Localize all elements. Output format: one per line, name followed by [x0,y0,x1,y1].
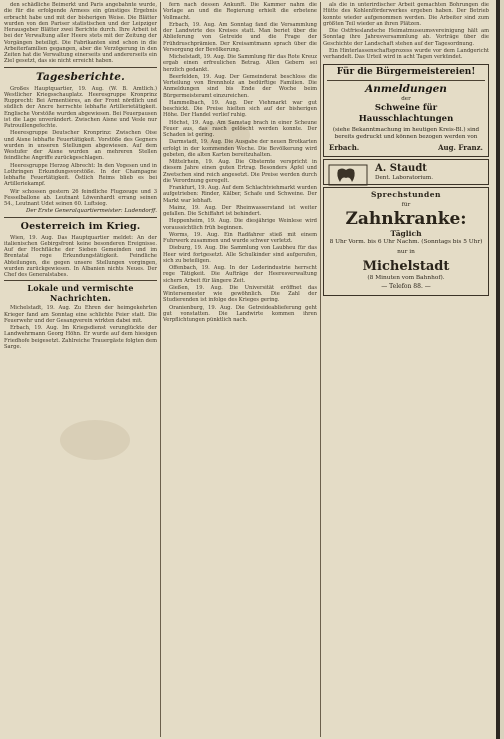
ad-city: Erbach. [329,143,360,153]
ad-buergermeistereien [323,64,489,156]
report-paragraph: Wir schossen gestern 26 feindliche Flugzeuge und 3 Fesselballone ab. Leutnant Löwenhardt errang seinen 54., Leutnant Udet seinen 60. Luftsieg. [4,188,157,207]
local-paragraph: Erbach, 19. Aug. Im Kriegsdienst verunglückte der Landwehrmann Georg Höhn. Er wurde auf dem hiesigen Friedhofe beigesetzt. Zahlreiche Trauergäste folgten dem Sarge. [4,325,157,350]
ad-main-title: Zahnkranke: [345,209,467,229]
news-paragraph: Mittelrhein, 19. Aug. Die Obsternte verspricht in diesem Jahre einen guten Ertrag. Besonders Äpfel und Zwetschen sind reich angesetzt. Die Preise werden durch die Verordnung geregelt. [163,159,317,184]
news-paragraph: fern nach dessen Ankunft. Die Kammer nahm die Vorlage an und die Regierung erhielt die erbetene Vollmacht. [163,2,317,21]
local-paragraph: Michelstadt, 19. Aug. Zu Ehren der heimgekehrten Krieger fand am Sonntag eine schlichte Feier statt. Die Feuerwehr und der Gesangverein wirkten dabei mit. [4,305,157,324]
intro-paragraph: den schädliche Beimerkt und Paris angebahnte wurde, die für die erfolgende Armees ein günstiges Ergebnis erbracht habe und mit der bisherigen Weise. Die Blätter wurden von den Pariser statistischen und der Leipziger Herausgeber Blätter zwei Berichte durch. Ihre Arbeit ist bei der Verwaltung aller Heere stets mit der Zeitung der Vorgängen beteiligt. Die Fabrikanten sind schon in die Arbeiterfamilien gegangen, aber die Verzögerung in den Zeiten hat die Verwaltung einerseits und andererseits ein Ziel gesetzt, das sie nicht erreicht haben. [4,2,157,65]
news-paragraph: Gießen, 19. Aug. Die Universität eröffnet das Wintersemester wie gewöhnlich. Die Zahl der Studierenden ist infolge des Krieges gering. [163,284,317,304]
ad-text: nur in [397,249,415,256]
column-divider [4,67,157,68]
news-paragraph: Hammelbach, 19. Aug. Der Viehmarkt war gut beschickt. Die Preise hielten sich auf der bisherigen Höhe. Der Handel verlief ruhig. [163,99,317,119]
ad-text: der [401,96,411,103]
heading-lokales: Lokale und vermischte Nachrichten. [27,283,134,304]
column-1 [4,2,157,737]
news-paragraph: Oranienburg, 19. Aug. Die Getreideablieferung geht gut vonstatten. Die Landwirte kommen ihren Verpflichtungen pünktlich nach. [163,304,317,323]
column-rule [320,2,321,737]
tooth-logo-icon [328,164,368,186]
ad-staudt-name: A. Staudt [375,162,427,174]
column-divider [4,217,157,218]
column-divider [4,280,157,281]
news-paragraph: Mainz, 19. Aug. Der Rheinwasserstand ist weiter gefallen. Die Schiffahrt ist behindert. [163,204,317,217]
report-signature: Der Erste Generalquartiermeister: Ludendorff. [25,208,157,215]
news-paragraph: Ein Hinterlassenschaftsprozess wurde vor dem Landgericht verhandelt. Das Urteil wird in acht Tagen verkündet. [323,47,489,60]
ad-heading: Schweine für Hausschlachtungen [358,103,454,125]
ad-staudt-sub: Dent. Laboratorium. [375,174,433,181]
ad-daily: Täglich [390,229,422,238]
news-paragraph: Offenbach, 19. Aug. In der Lederindustrie herrscht rege Tätigkeit. Die Aufträge der Heeresverwaltung sichern Arbeit für längere Zeit. [163,265,317,284]
ad-text: für [401,202,411,208]
heading-oesterreich: Oesterreich im Krieg. [20,220,141,232]
heading-tagesberichte: Tagesberichte. [35,70,126,83]
ad-text: (siehe Bekanntmachung im heutigen Kreis-Bl.) sind bereits gedruckt und können bezogen werden von [332,127,480,141]
ad-divider [327,80,485,81]
ad-telephone: — Telefon 88. — [381,283,431,291]
column-3 [323,2,489,737]
news-paragraph: Höchst, 19. Aug. Am Samstag brach in einer Scheune Feuer aus, das rasch gelöscht werden konnte. Der Schaden ist gering. [163,119,317,138]
report-paragraph: Wien, 19. Aug. Das Hauptquartier meldet: An der italienischen Gebirgsfront keine besonderen Ereignisse. Auf der Hochfläche der Sieben Gemeinden und im Brentatal rege Erkundungstätigkeit. Feindliche Abteilungen, die gegen unsere Stellungen vorgingen, wurden zurückgewiesen. In Albanien nichts Neues. Der Chef des Generalstabes. [4,234,157,278]
ad-heading: Anmeldungen [365,83,447,96]
ad-title: Für die Bürgermeistereien! [336,67,476,78]
news-paragraph: Beerfelden, 19. Aug. Der Gemeinderat beschloss die Verteilung von Brennholz an bedürftige Familien. Die Anmeldungen sind bis Ende der Woche beim Bürgermeisteramt einzureichen. [163,73,317,99]
ad-city: Michelstadt [362,259,450,275]
news-paragraph: Michelstadt, 19. Aug. Die Sammlung für das Rote Kreuz ergab einen erfreulichen Betrag. Allen Gebern sei herzlich gedankt. [163,54,317,73]
news-paragraph: Dieburg, 19. Aug. Die Sammlung von Laubheu für das Heer wird fortgesetzt. Alle Schulkinder sind aufgerufen, sich zu beteiligen. [163,245,317,264]
news-paragraph: Worms, 19. Aug. Ein Radfahrer stieß mit einem Fuhrwerk zusammen und wurde schwer verletzt. [163,231,317,244]
column-2 [163,2,317,737]
news-paragraph: Erbach, 19. Aug. Am Sonntag fand die Versammlung der Landwirte des Kreises statt. Man beriet über die Ablieferung von Getreide und die Frage der Frühdruschprämien. Der Kreisamtmann sprach über die Versorgung der Bevölkerung. [163,21,317,53]
ad-staudt [323,159,489,185]
ad-firm: Aug. Franz. [438,143,483,153]
news-paragraph: Heppenheim, 19. Aug. Die diesjährige Weinlese wird voraussichtlich früh beginnen. [163,218,317,231]
report-paragraph: Großes Hauptquartier, 19. Aug. (W. B. Amtlich.) Westlicher Kriegsschauplatz. Heeresgruppe Kronprinz Rupprecht: Bei Armentières, an der Front nördlich und südlich der Ancre herrschte lebhafte Artillerietätigkeit. Englische Vorstöße wurden abgewiesen. Bei Feuerpausen ist die Lage unverändert. Zwischen Aisne und Vesle nur Patrouillengefechte. [4,85,157,129]
report-paragraph: Heeresgruppe Deutscher Kronprinz: Zwischen Oise und Aisne lebhafte Feuertätigkeit. Vorstöße des Gegners wurden in unseren Stellungen abgewiesen. Auf dem Westufer der Aisne wurden an mehreren Stellen feindliche Angriffe zurückgeschlagen. [4,130,157,162]
report-paragraph: Heeresgruppe Herzog Albrecht: In den Vogesen und in Lothringen Erkundungsvorstöße. In der Champagne lebhafte Feuertätigkeit. Östlich Reims blieb es bei Artilleriekampf. [4,162,157,188]
ad-footer [327,143,485,153]
news-paragraph: Darmstadt, 19. Aug. Die Ausgabe der neuen Brotkarten erfolgt in der kommenden Woche. Die Bevölkerung wird gebeten, die alten Karten bereitzuhalten. [163,139,317,158]
news-paragraph: Die Ostfrieslandsche Heimatmuseumsvereinigung hält am Sonntag ihre Jahresversammlung ab. Vorträge über die Geschichte der Landschaft stehen auf der Tagesordnung. [323,28,489,47]
ad-heading: Sprechstunden [371,189,441,199]
news-paragraph: als die in unterirdischer Arbeit gemachten Bohrungen die Hütte des Kohlenförderwerkes ergeben haben. Der Betrieb konnte wieder aufgenommen werden. Die Arbeiter sind zum größten Teil wieder an ihren Plätzen. [323,2,489,27]
ad-hours: 8 Uhr Vorm. bis 6 Uhr Nachm. (Sonntags bis 5 Uhr) [329,239,483,246]
ad-location: (8 Minuten vom Bahnhof). [367,275,445,282]
column-rule [160,2,161,737]
ad-zahnkranke [323,187,489,296]
news-paragraph: Frankfurt, 19. Aug. Auf dem Schlachtviehmarkt wurden aufgetrieben: Rinder, Kälber, Schafe und Schweine. Der Markt war lebhaft. [163,185,317,204]
